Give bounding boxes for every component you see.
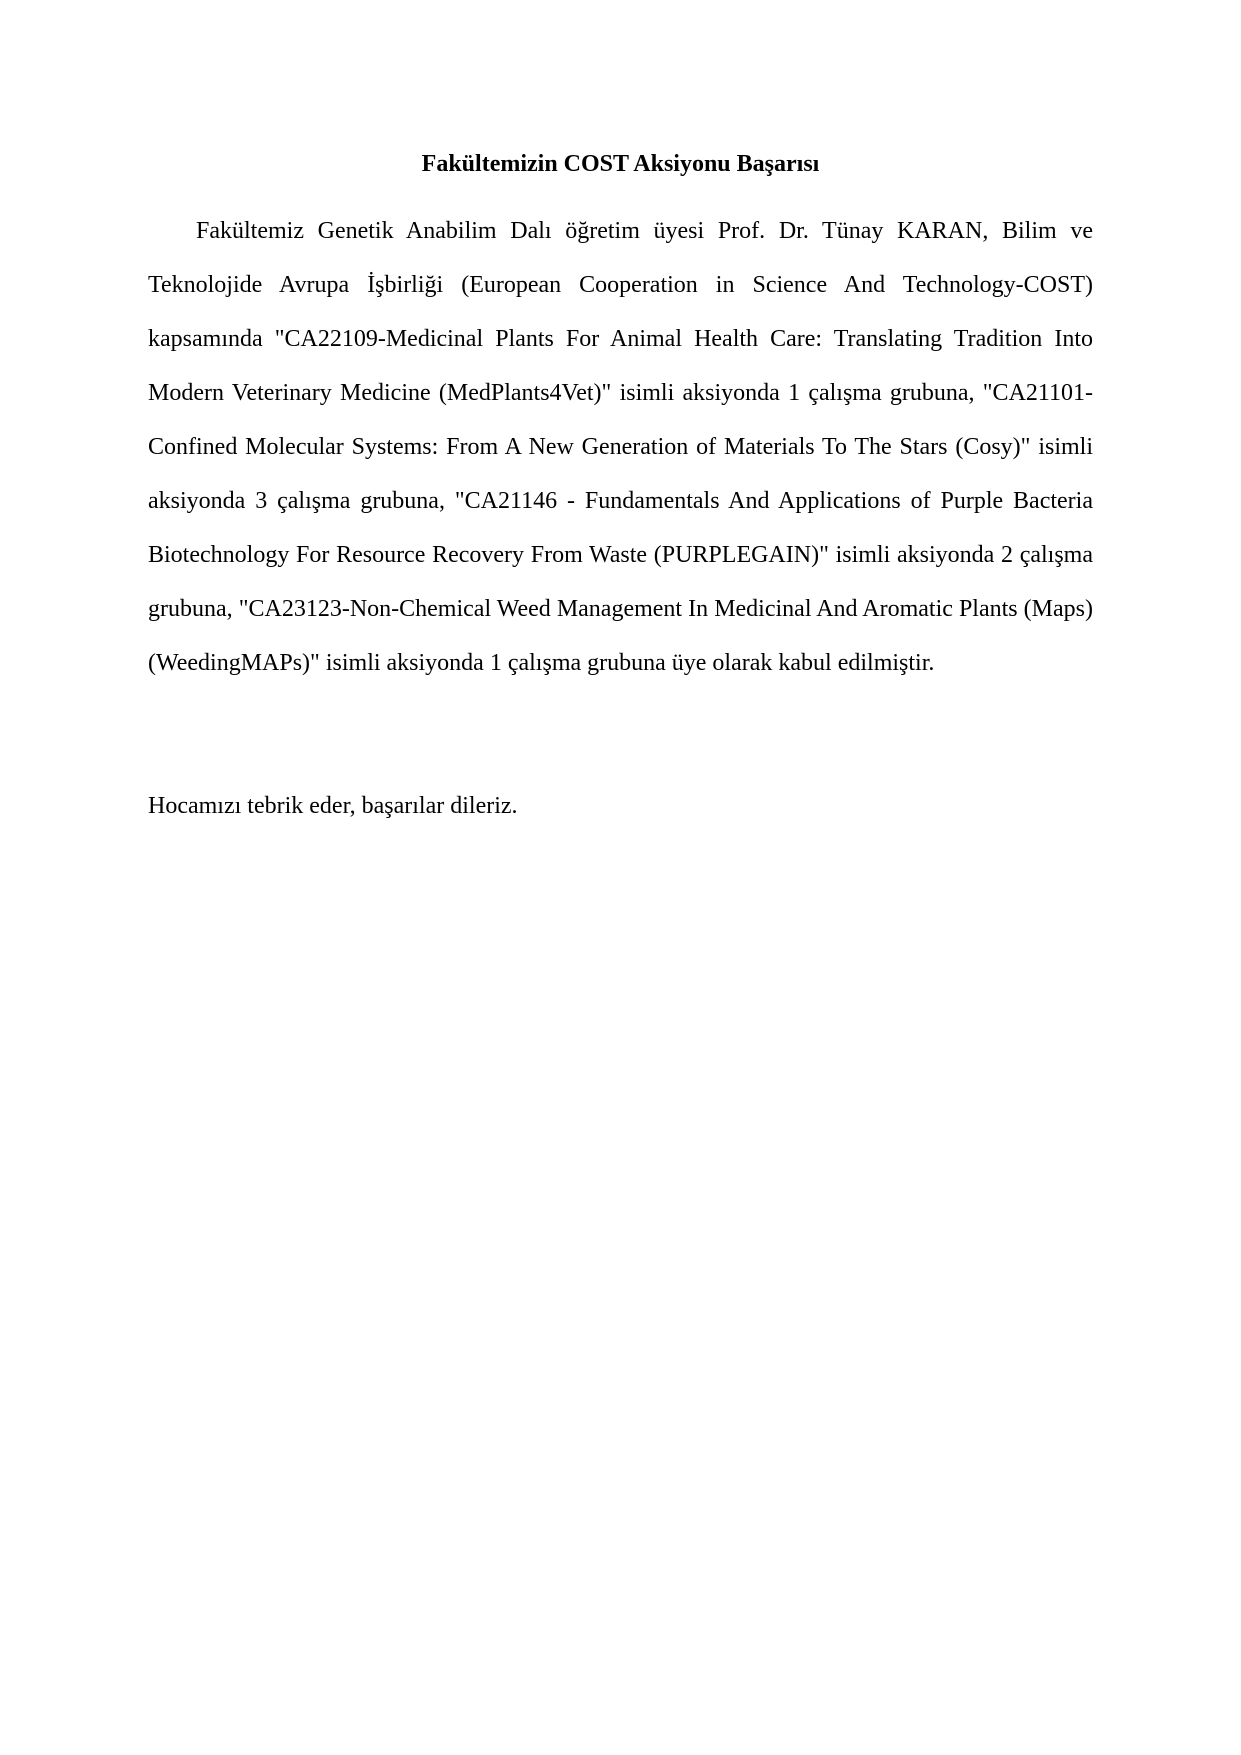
document-title: Fakültemizin COST Aksiyonu Başarısı: [421, 151, 820, 177]
closing-line: Hocamızı tebrik eder, başarılar dileriz.: [148, 793, 518, 819]
body-paragraph: Fakültemiz Genetik Anabilim Dalı öğretim üyesi Prof. Dr. Tünay KARAN, Bilim ve Teknolojide Avrupa İşbirliği (European Cooperation in Science And Technology-COST) kapsamında "CA22109-Medicinal Plants For Animal Health Care: Translating Tradition Into Modern Veterinary Medicine (MedPlants4Vet)" isimli aksiyonda 1 çalışma grubuna, "CA21101-Confined Molecular Systems: From A New Generation of Materials To The Stars (Cosy)" isimli aksiyonda 3 çalışma grubuna, "CA21146 - Fundamentals And Applications of Purple Bacteria Biotechnology For Resource Recovery From Waste (PURPLEGAIN)" isimli aksiyonda 2 çalışma grubuna, "CA23123-Non-Chemical Weed Management In Medicinal And Aromatic Plants (Maps) (WeedingMAPs)" isimli aksiyonda 1 çalışma grubuna üye olarak kabul edilmiştir.: [148, 218, 1093, 676]
